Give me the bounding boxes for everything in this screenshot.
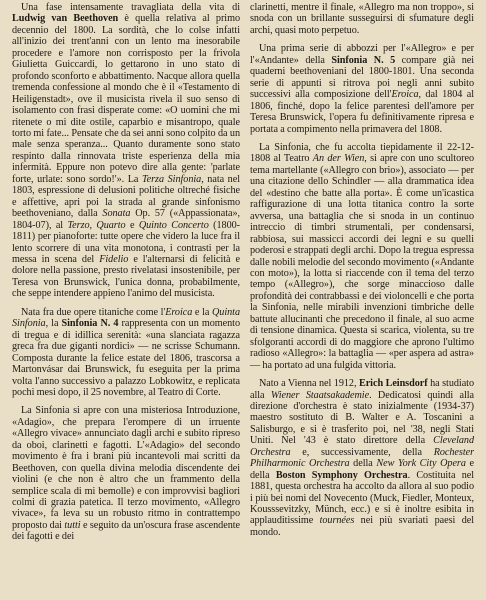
body-text: Una prima serie di abbozzi per l'«Allegro» e per l'«Andante» della <box>250 43 474 66</box>
right-column <box>250 2 474 594</box>
body-text: e della <box>250 458 474 481</box>
italic-text: An der Wien <box>312 153 365 165</box>
bold-text: Boston Symphony Orchestra <box>275 469 408 481</box>
bold-text: Sinfonia N. 4 <box>61 318 119 330</box>
body-text: e la <box>192 306 212 318</box>
paragraph-gap <box>12 398 240 405</box>
body-text: nei più svariati paesi del mondo. <box>250 515 474 538</box>
bold-text: Sinfonia N. 5 <box>331 54 396 66</box>
paragraph-p6 <box>250 142 474 371</box>
italic-text: New York City Opera <box>376 458 466 470</box>
italic-text: Rochester Philharmonic Orchestra <box>250 446 474 470</box>
italic-text: Eroica <box>391 89 419 101</box>
italic-text: Terza Sinfonia <box>141 173 202 185</box>
paragraph-p1 <box>12 2 240 300</box>
body-text: La Sinfonia, che fu accolta tiepidamente il 22-12-1808 al Teatro <box>250 141 474 165</box>
body-text: rappresenta con un momento di tregua e di idillica serenità: «una slanciata ragazza greca fra due giganti nordici» — ne scrisse Schumann. Composta durante la felice estate del 1806, trascorsa a Martonvásar dai Brunswick, fu eseguita per la prima volta l'anno successivo a palazzo Lobkowitz, e replicata pochi mesi dopo, il 25 novembre, al Teatro di Corte. <box>12 318 240 398</box>
body-text: e <box>125 219 139 231</box>
body-text: clarinetti, mentre il finale, «Allegro ma non troppo», si snoda con un brillante susseguirsi di sfumature degli archi, quasi moto perpetuo. <box>250 2 474 36</box>
paragraph-gap <box>12 300 240 307</box>
paragraph-gap <box>250 371 474 378</box>
body-text: (1800-1811) per pianoforte: tutte opere che videro la luce fra il lento scorrere di una vita monotona, i contrasti per la messa in scena del <box>12 219 241 265</box>
body-text: , si apre con uno scultoreo tema martellante («Allegro con brio»), associato — per una citazione dello Schindler — alla drammatica idea del «destino che batte alla porta». È come un'icastica raffigurazione di una lotta titanica contro la sorte avversa, una battaglia che si snoda in un continuo intreccio di timbri strumentali, per condensarsi, rabbiosa, sui massicci accordi dei legni e su quelli poderosi e strappati degli archi. Dopo la tregua espressa dalle nobili melodie del secondo movimento («Andante con moto»), la lotta si riaccende con il tema del terzo tempo («Allegro»), che sorge minaccioso dalle profondità dei contrabbassi e dei violoncelli e che porta la Sinfonia, nelle mirabili invenzioni timbriche delle battute allucinanti che precedono il finale, al suo acme di tensione dinamica. Questa si scarica, violenta, su tre sfolgoranti accordi di do maggiore che aprono l'ultimo radioso «Allegro»: la battaglia — «per aspera ad astra» — ha portato ad una fulgida vittoria. <box>250 153 474 371</box>
body-text: ha studiato alla <box>250 378 474 401</box>
bold-text: Ludwig van Beethoven <box>12 13 119 25</box>
bold-text: Erich Leinsdorf <box>358 378 428 390</box>
left-column <box>12 2 240 594</box>
italic-text: Quinta Sinfonia <box>12 306 240 330</box>
body-text: , dal 1804 al 1806, finché, dopo la felice parentesi dell'amore per Teresa Brunswick, l'opera fu definitivamente ripresa e portata a compimento nella primavera del 1808. <box>250 89 474 135</box>
italic-text: Sonata <box>102 208 131 220</box>
body-text: è quella relativa al primo decennio del 1800. La sordità, che lo colse infatti all'inizio dei trent'anni con un lento ma inesorabile procedere e l'amore non corrisposto per la frivola Giulietta Guiccardi, lo gettarono in uno stato di profondo sconforto e abbattimento. Nacque allora quella tremenda confessione al mondo che è il «Testamento di Heiligenstadt», ove il musicista rivela il suo senso di isolamento con frasi disperate come: «O uomini che mi ritenete o mi dite ostile, caparbio e misantropo, quale torto mi fate... Pensate che da sei anni sono colpito da un male senza speranza... Quanto duramente sono stato respinto dalla rinnovata triste esperienza della mia infermità. Eppure non potevo dire alla gente: 'parlate forte, urlate: sono sordo!'». La <box>12 13 240 185</box>
paragraph-p4 <box>250 2 474 36</box>
body-text: e, successivamente, della <box>290 446 434 458</box>
body-text: Nata fra due opere titaniche come l' <box>21 306 166 318</box>
paragraph-gap <box>250 36 474 43</box>
italic-text: Quinto Concerto <box>138 219 209 231</box>
body-text: , nata nel 1803, espressione di delusioni politiche oltreché fisiche e affettive, apri poi la strada al grande sinfonismo beethoveniano, dalla <box>12 173 240 220</box>
paragraph-p5 <box>250 43 474 135</box>
body-text: Op. 57 («Appassionata», 1804-07), al <box>12 208 240 231</box>
body-text: e l'alternarsi di felicità e dolore nella passione, presto rivelatasi insostenibile, per Teresa von Brunswick, l'unica donna, probabilmente, che seppe intendere appieno l'animo del musicista. <box>12 253 240 300</box>
body-text: . Dedicatosi quindi alla direzione d'orchestra è stato inizialmente (1934-37) maestro sostituto di B. Walter e A. Toscanini a Salisburgo, e si è trasferito poi, nel '38, negli Stati Uniti. Nel '43 è stato direttore della <box>250 389 474 447</box>
body-text: , la <box>45 318 62 330</box>
body-text: compare già nei quaderni beethoveniani del 1800-1801. Una seconda serie di appunti si ritrova poi negli anni subito successivi alla composizione dell' <box>250 54 475 101</box>
italic-text: tutti <box>64 519 81 531</box>
italic-text: Eroica <box>165 306 193 318</box>
body-text: Nato a Vienna nel 1912, <box>259 378 359 390</box>
italic-text: Fidelio <box>99 253 129 265</box>
body-text: . Costituita nel 1881, questa orchestra ha accolto da allora al suo podio i più bei nomi del Novecento (Muck, Fiedler, Monteux, Kousssevitzky, Münch, ecc.) e si è inoltre esibita in applauditissime <box>250 469 474 527</box>
italic-text: Terzo, Quarto <box>67 219 126 231</box>
italic-text: tournées <box>319 515 355 527</box>
paragraph-p2 <box>12 307 240 399</box>
paragraph-gap <box>250 135 474 142</box>
italic-text: Cleveland Orchestra <box>250 435 474 458</box>
italic-text: Wiener Staatsakademie <box>270 389 370 401</box>
body-text: La Sinfonia si apre con una misteriosa Introduzione, «Adagio», che prepara l'erompere di un irruente «Allegro vivace» annunciato dagli archi e subito ripreso da oboi, clarinetti e fagotti. L'«Adagio» del secondo movimento è fra i brani più incantevoli mai scritti da Beethoven, con quella divina melodia discendente dei violini (e che non è altro che un frammento della semplice scala di mi bemolle) e con improvvisi bagliori colmi di grazia patetica. Il terzo movimento, «Allegro vivace», fa leva su un robusto ritmo in contrattempo proposto dai <box>12 405 240 531</box>
body-text: della <box>349 458 377 470</box>
paragraph-p7 <box>250 378 474 538</box>
body-text: Una fase intensamente travagliata della vita di <box>21 2 240 13</box>
body-text: e seguito da un'oscura frase ascendente dei fagotti e dei <box>12 519 240 543</box>
paragraph-p3 <box>12 405 240 542</box>
